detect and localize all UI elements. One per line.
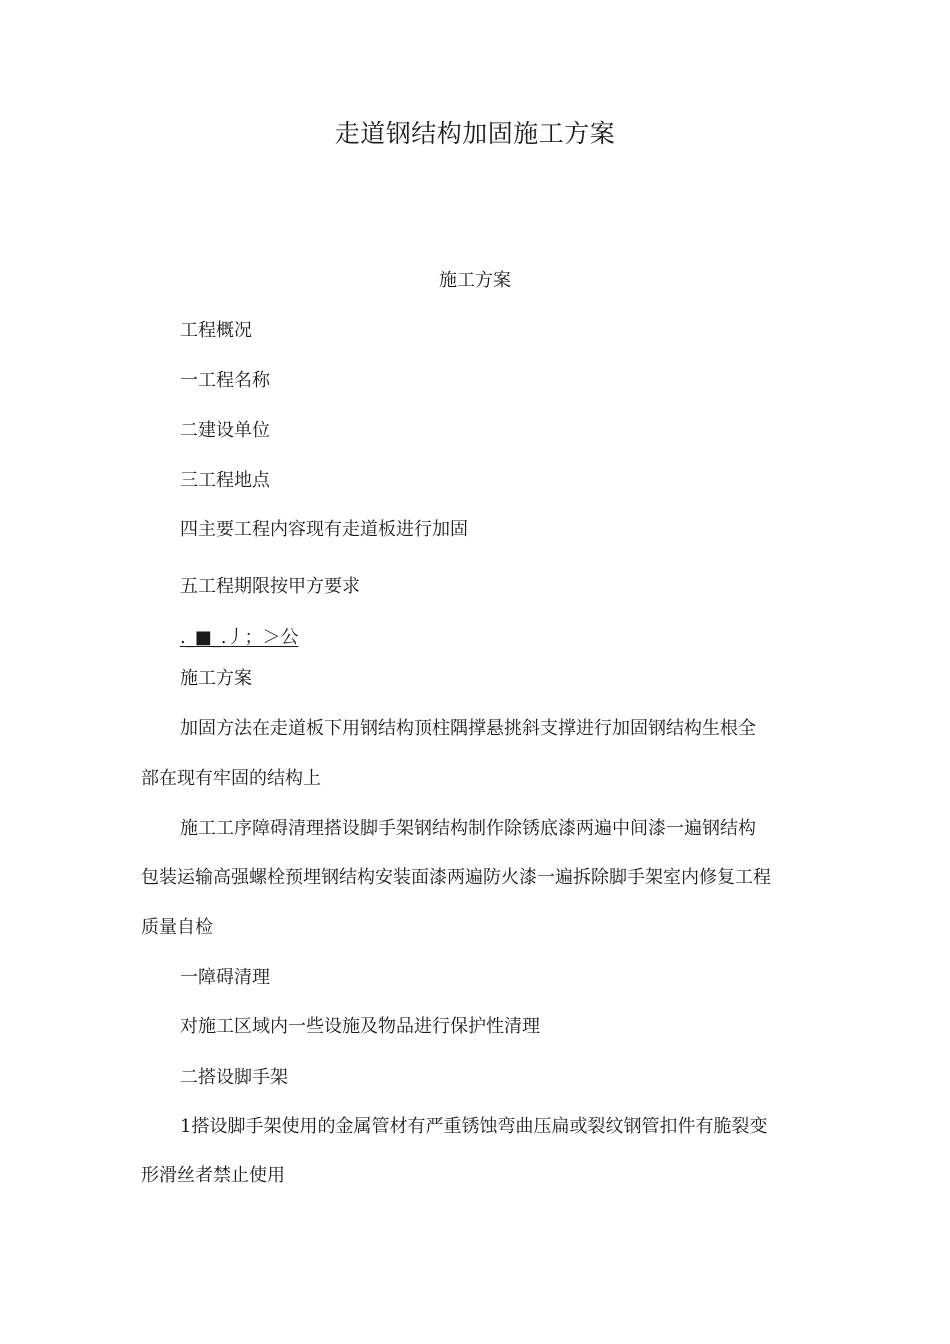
paragraph-project-location: 三工程地点 [180,470,270,491]
paragraph-reinforcement-method-cont: 部在现有牢固的结构上 [141,768,321,789]
document-title: 走道钢结构加固施工方案 [334,119,616,148]
paragraph-scaffolding-rule-1-cont: 形滑丝者禁止使用 [141,1165,285,1186]
paragraph-process-cont-1: 包装运输高强螺栓预埋钢结构安装面漆两遍防火漆一遍拆除脚手架室内修复工程 [141,867,771,888]
paragraph-scaffolding-rule-1: 1搭设脚手架使用的金属管材有严重锈蚀弯曲压扁或裂纹钢管扣件有脆裂变 [180,1116,768,1137]
paragraph-obstacle-clearing-body: 对施工区域内一些设施及物品进行保护性清理 [180,1016,540,1037]
section-heading: 施工方案 [439,270,511,291]
paragraph-project-overview: 工程概况 [180,320,252,341]
paragraph-plan-heading: 施工方案 [180,668,252,689]
paragraph-project-period: 五工程期限按甲方要求 [180,576,360,597]
paragraph-main-content: 四主要工程内容现有走道板进行加固 [180,519,468,540]
paragraph-scaffolding: 二搭设脚手架 [180,1067,288,1088]
paragraph-obstacle-clearing: 一障碍清理 [180,967,270,988]
paragraph-process: 施工工序障碍清理搭设脚手架钢结构制作除锈底漆两遍中间漆一遍钢结构 [180,818,756,839]
scan-artifact-line: ._■_.丿；＞公 [180,627,299,648]
paragraph-process-cont-2: 质量自检 [141,917,213,938]
paragraph-project-name: 一工程名称 [180,370,270,391]
paragraph-construction-unit: 二建设单位 [180,420,270,441]
paragraph-reinforcement-method: 加固方法在走道板下用钢结构顶柱隅撑悬挑斜支撑进行加固钢结构生根全 [180,718,756,739]
